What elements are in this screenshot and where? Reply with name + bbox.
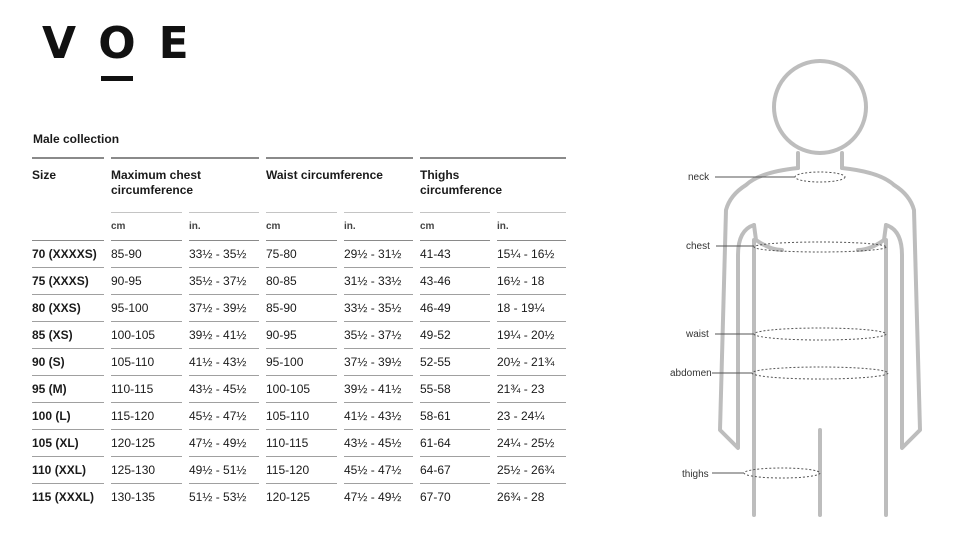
cell-chest-cm: 100-105: [111, 322, 182, 349]
cell-size: 75 (XXXS): [32, 268, 104, 295]
table-row: [32, 322, 566, 349]
cell-size: 100 (L): [32, 403, 104, 430]
cell-thighs-cm: 46-49: [420, 295, 490, 322]
cell-chest-cm: 85-90: [111, 241, 182, 268]
cell-waist-cm: 80-85: [266, 268, 337, 295]
cell-waist-cm: 85-90: [266, 295, 337, 322]
cell-waist-cm: 110-115: [266, 430, 337, 457]
unit-spacer: [32, 212, 104, 241]
cell-chest-in: 33½ - 35½: [189, 241, 259, 268]
cell-chest-in: 41½ - 43½: [189, 349, 259, 376]
table-row: [32, 457, 566, 484]
unit-waist-cm: cm: [266, 212, 337, 241]
cell-chest-cm: 95-100: [111, 295, 182, 322]
cell-size: 85 (XS): [32, 322, 104, 349]
cell-size: 110 (XXL): [32, 457, 104, 484]
label-chest: chest: [686, 241, 710, 252]
cell-thighs-cm: 58-61: [420, 403, 490, 430]
header-waist: Waist circumference: [266, 157, 413, 212]
header-thighs: Thighs circumference: [420, 157, 566, 212]
cell-thighs-cm: 41-43: [420, 241, 490, 268]
brand-logo: [42, 18, 212, 84]
cell-waist-cm: 115-120: [266, 457, 337, 484]
cell-thighs-in: 25½ - 26¾: [497, 457, 566, 484]
cell-waist-in: 41½ - 43½: [344, 403, 413, 430]
cell-chest-cm: 130-135: [111, 490, 156, 504]
cell-waist-in: 39½ - 41½: [344, 376, 413, 403]
label-waist: waist: [686, 329, 709, 340]
cell-waist-in: 47½ - 49½: [344, 490, 402, 504]
cell-waist-in: 31½ - 33½: [344, 268, 413, 295]
cell-size: 95 (M): [32, 376, 104, 403]
cell-chest-in: 45½ - 47½: [189, 403, 259, 430]
cell-chest-in: 49½ - 51½: [189, 457, 259, 484]
body-measurement-figure: [660, 50, 930, 520]
cell-thighs-in: 19¼ - 20½: [497, 322, 566, 349]
cell-chest-in: 35½ - 37½: [189, 268, 259, 295]
neck-outline: [798, 153, 842, 168]
cell-size: 70 (XXXXS): [32, 241, 104, 268]
cell-waist-cm: 95-100: [266, 349, 337, 376]
cell-chest-cm: 105-110: [111, 349, 182, 376]
cell-chest-cm: 110-115: [111, 376, 182, 403]
abdomen-measure-line: [752, 367, 888, 379]
logo-underline: [101, 76, 133, 81]
cell-waist-cm: 105-110: [266, 403, 337, 430]
label-abdomen: abdomen: [670, 368, 712, 379]
cell-thighs-cm: 64-67: [420, 457, 490, 484]
cell-thighs-in: 16½ - 18: [497, 268, 566, 295]
cell-chest-cm: 115-120: [111, 403, 182, 430]
cell-waist-in: 33½ - 35½: [344, 295, 413, 322]
table-row: [32, 376, 566, 403]
cell-thighs-in: 24¼ - 25½: [497, 430, 566, 457]
cell-waist-cm: 90-95: [266, 322, 337, 349]
label-neck: neck: [688, 172, 710, 183]
cell-thighs-in: 26¾ - 28: [497, 490, 545, 504]
chest-outline: [754, 225, 886, 250]
cell-chest-in: 39½ - 41½: [189, 322, 259, 349]
cell-chest-in: 47½ - 49½: [189, 430, 259, 457]
collection-title: Male collection: [33, 132, 120, 146]
cell-thighs-cm: 49-52: [420, 322, 490, 349]
cell-size: 90 (S): [32, 349, 104, 376]
waist-measure-line: [754, 328, 886, 340]
cell-thighs-in: 21¾ - 23: [497, 376, 566, 403]
cell-waist-cm: 75-80: [266, 241, 337, 268]
cell-waist-in: 29½ - 31½: [344, 241, 413, 268]
header-chest: Maximum chest circumference: [111, 157, 259, 212]
cell-thighs-cm: 55-58: [420, 376, 490, 403]
cell-chest-in: 51½ - 53½: [189, 490, 247, 504]
brand-logo-text: VOE: [42, 18, 212, 69]
cell-thighs-cm: 67-70: [420, 490, 451, 504]
arm-outline: [720, 168, 920, 448]
table-row: [32, 403, 566, 430]
label-thighs: thighs: [682, 469, 709, 480]
header-size: Size: [32, 157, 104, 212]
cell-chest-cm: 125-130: [111, 457, 182, 484]
cell-waist-in: 43½ - 45½: [344, 430, 413, 457]
unit-chest-in: in.: [189, 212, 259, 241]
table-row: [32, 295, 566, 322]
cell-size: 80 (XXS): [32, 295, 104, 322]
cell-chest-in: 37½ - 39½: [189, 295, 259, 322]
head-outline: [774, 61, 866, 153]
cell-size: 115 (XXXL): [32, 490, 95, 504]
unit-chest-cm: cm: [111, 212, 182, 241]
cell-waist-cm: 100-105: [266, 376, 337, 403]
neck-measure-line: [795, 172, 845, 182]
cell-waist-cm: 120-125: [266, 490, 311, 504]
cell-thighs-cm: 61-64: [420, 430, 490, 457]
table-row: [32, 430, 566, 457]
cell-thighs-in: 15¼ - 16½: [497, 241, 566, 268]
cell-chest-cm: 120-125: [111, 430, 182, 457]
table-row: [32, 484, 566, 510]
unit-thighs-in: in.: [497, 212, 566, 241]
cell-thighs-in: 23 - 24¼: [497, 403, 566, 430]
cell-chest-cm: 90-95: [111, 268, 182, 295]
cell-thighs-cm: 52-55: [420, 349, 490, 376]
unit-waist-in: in.: [344, 212, 413, 241]
size-table: [32, 157, 566, 510]
cell-waist-in: 45½ - 47½: [344, 457, 413, 484]
unit-thighs-cm: cm: [420, 212, 490, 241]
cell-thighs-cm: 43-46: [420, 268, 490, 295]
cell-size: 105 (XL): [32, 430, 104, 457]
table-row: [32, 349, 566, 376]
cell-waist-in: 35½ - 37½: [344, 322, 413, 349]
table-row: [32, 268, 566, 295]
table-row: [32, 241, 566, 268]
cell-thighs-in: 18 - 19¼: [497, 295, 566, 322]
cell-waist-in: 37½ - 39½: [344, 349, 413, 376]
cell-chest-in: 43½ - 45½: [189, 376, 259, 403]
cell-thighs-in: 20½ - 21¾: [497, 349, 566, 376]
